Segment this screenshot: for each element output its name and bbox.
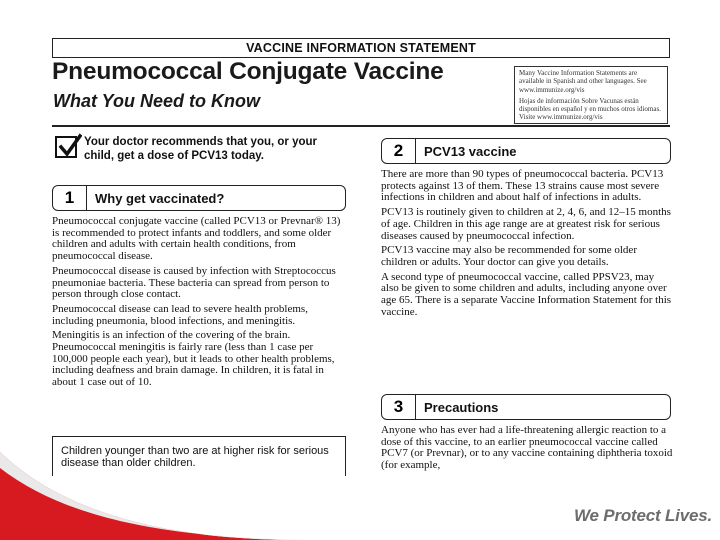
language-availability-box (514, 66, 668, 124)
section-1-number: 1 (53, 186, 87, 210)
vis-document (48, 36, 674, 476)
section-3-number: 3 (382, 395, 416, 419)
checkmark-icon (58, 133, 82, 159)
section-2-number: 2 (382, 139, 416, 163)
language-note-spanish: Hojas de información Sobre Vacunas están disponibles en español y en muchos otros idiomas. Visite www.immunize.org/vis (519, 96, 661, 122)
section-1-paragraph: Meningitis is an infection of the covering of the brain. Pneumococcal meningitis is fairly rare (less than 1 case per 100,000 people each year), but it leads to other health problems, including deafness and brain damage. In children, it is fatal in about 1 case out of 10. (52, 329, 335, 389)
section-2-body (381, 169, 673, 391)
section-3-title: Precautions (424, 399, 499, 415)
page-subtitle: What You Need to Know (53, 91, 260, 111)
section-2-paragraph: A second type of pneumococcal vaccine, called PPSV23, may also be given to some children and adults, including anyone over age 65. There is a separate Vaccine Information Statement for this vaccine. (381, 270, 672, 318)
section-1-paragraph: Pneumococcal conjugate vaccine (called PCV13 or Prevnar® 13) is recommended to protect infants and toddlers, and some older children and adults with certain health conditions, from pneumococcal disease. (52, 216, 341, 263)
page-title: Pneumococcal Conjugate Vaccine (52, 58, 444, 85)
section-3-header (381, 394, 671, 420)
doctor-recommendation: Your doctor recommends that you, or your child, get a dose of PCV13 today. (84, 136, 318, 162)
footer-tagline: We Protect Lives. (573, 506, 712, 525)
section-2-title: PCV13 vaccine (424, 143, 517, 159)
document-banner: VACCINE INFORMATION STATEMENT (52, 38, 670, 58)
section-1-header (52, 185, 346, 211)
section-1-paragraph: Pneumococcal disease can lead to severe health problems, including pneumonia, blood infections, and meningitis. (52, 302, 308, 327)
section-2-paragraph: PCV13 is routinely given to children at 2, 4, 6, and 12–15 months of age. Children in this age range are at greatest risk for serious diseases caused by pneumococcal infection. (381, 206, 671, 242)
section-2-header (381, 138, 671, 164)
section-1-paragraph: Pneumococcal disease is caused by infection with Streptococcus pneumoniae bacteria. These bacteria can spread from person to person through close contact. (52, 264, 336, 301)
section-1-note-box: Children younger than two are at higher risk for serious disease than older children. (52, 436, 346, 476)
header-divider (52, 125, 670, 127)
section-1-title: Why get vaccinated? (95, 190, 225, 206)
section-1-body (52, 216, 346, 432)
language-note-english: Many Vaccine Information Statements are available in Spanish and other languages. See www.immunize.org/vis (519, 69, 647, 94)
section-2-paragraph: There are more than 90 types of pneumococcal bacteria. PCV13 protects against 13 of them. These 13 strains cause most severe infections in children and about half of infections in adults. (381, 169, 664, 204)
section-2-paragraph: PCV13 vaccine may also be recommended for some older children or adults. Your doctor can give you details. (381, 244, 637, 268)
section-3-paragraph: Anyone who has ever had a life-threatening allergic reaction to a dose of this vaccine, to an earlier pneumococcal vaccine called PCV7 (or Prevnar), or to any vaccine containing diphtheria toxoid (for example, (381, 425, 673, 472)
checkbox-icon (55, 136, 77, 158)
